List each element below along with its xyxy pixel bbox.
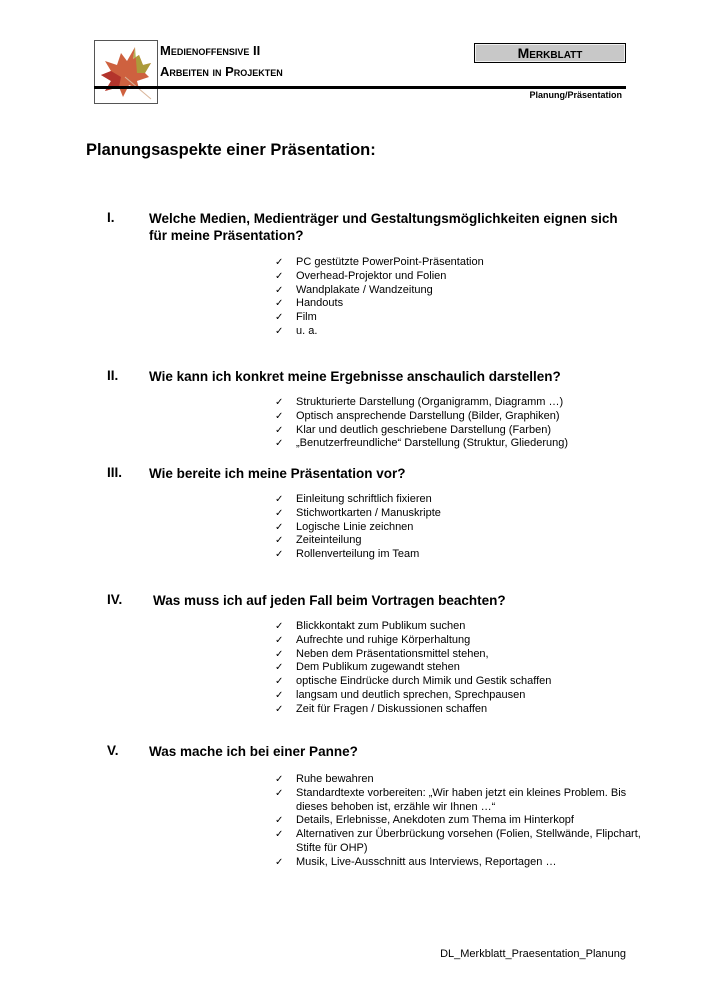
list-item [272, 297, 652, 311]
list-item [272, 507, 652, 521]
checkmark-icon: ✓ [275, 676, 284, 688]
checklist [272, 620, 652, 717]
checkmark-icon: ✓ [275, 270, 284, 282]
checkmark-icon: ✓ [275, 549, 284, 561]
list-item-text: Einleitung schriftlich fixieren [296, 493, 432, 505]
checkmark-icon: ✓ [275, 284, 284, 296]
list-item-text: optische Eindrücke durch Mimik und Gestik schaffen [296, 675, 552, 688]
list-item-text: Handouts [296, 297, 344, 310]
checklist [272, 493, 652, 562]
list-item [272, 396, 652, 410]
list-item [272, 703, 652, 717]
list-item [272, 548, 652, 562]
list-item-text: Optisch ansprechende Darstellung (Bilder, Graphiken) [296, 409, 560, 422]
section-number: I. [107, 210, 115, 225]
checkmark-icon: ✓ [275, 829, 284, 841]
checkmark-icon: ✓ [275, 662, 284, 674]
list-item [272, 689, 652, 703]
list-item [272, 437, 652, 451]
list-item-text: Rollenverteilung im Team [296, 548, 420, 561]
list-item-text: Standardtexte vorbereiten: „Wir haben jetzt ein kleines Problem. Bis dieses behoben ist, erzähle wir Ihnen …“ [296, 786, 627, 813]
list-item-text: Strukturierte Darstellung (Organigramm, Diagramm …) [296, 396, 564, 408]
checkmark-icon: ✓ [275, 621, 284, 632]
checkmark-icon: ✓ [275, 774, 284, 785]
section-question: Was muss ich auf jeden Fall beim Vortragen beachten? [153, 593, 506, 608]
list-item-text: Overhead-Projektor und Folien [296, 269, 447, 282]
list-item [272, 787, 652, 815]
checkmark-icon: ✓ [275, 815, 284, 827]
list-item-text: Klar und deutlich geschriebene Darstellung (Farben) [296, 423, 551, 436]
list-item [272, 534, 652, 548]
checkmark-icon: ✓ [275, 397, 284, 408]
list-item-text: Ruhe bewahren [296, 773, 374, 785]
list-item [272, 493, 652, 507]
checkmark-icon: ✓ [275, 689, 284, 701]
list-item-text: PC gestützte PowerPoint-Präsentation [296, 256, 484, 268]
list-item [272, 284, 652, 298]
list-item-text: langsam und deutlich sprechen, Sprechpausen [296, 688, 526, 701]
list-item-text: Stichwortkarten / Manuskripte [296, 506, 441, 519]
section-number: V. [107, 743, 119, 758]
list-item [272, 648, 652, 662]
checkmark-icon: ✓ [275, 521, 284, 533]
list-item [272, 325, 652, 339]
list-item-text: Details, Erlebnisse, Anekdoten zum Thema im Hinterkopf [296, 814, 574, 827]
list-item [272, 856, 652, 870]
checkmark-icon: ✓ [275, 325, 284, 337]
list-item-text: Zeiteinteilung [296, 534, 362, 547]
maple-leaf-icon [94, 40, 158, 104]
page-title: Planungsaspekte einer Präsentation: [86, 141, 376, 159]
checkmark-icon: ✓ [275, 257, 284, 268]
section-number: III. [107, 465, 123, 480]
checkmark-icon: ✓ [275, 535, 284, 547]
checkmark-icon: ✓ [275, 507, 284, 519]
brand-line-2: Arbeiten in Projekten [160, 64, 283, 79]
checklist [272, 396, 652, 451]
list-item [272, 256, 652, 270]
list-item-text: Film [296, 311, 317, 324]
checkmark-icon: ✓ [275, 787, 284, 799]
checkmark-icon: ✓ [275, 410, 284, 422]
list-item [272, 773, 652, 787]
checkmark-icon: ✓ [275, 648, 284, 660]
list-item [272, 410, 652, 424]
checkmark-icon: ✓ [275, 494, 284, 505]
section-question: Wie kann ich konkret meine Ergebnisse anschaulich darstellen? [149, 369, 561, 384]
checkmark-icon: ✓ [275, 312, 284, 324]
section-number: II. [107, 368, 119, 383]
list-item-text: Aufrechte und ruhige Körperhaltung [296, 633, 471, 646]
list-item [272, 311, 652, 325]
checkmark-icon: ✓ [275, 424, 284, 436]
list-item [272, 270, 652, 284]
brand-line-1: Medienoffensive II [160, 43, 261, 58]
list-item-text: Blickkontakt zum Publikum suchen [296, 620, 466, 632]
merkblatt-badge: Merkblatt [474, 43, 626, 63]
list-item [272, 661, 652, 675]
list-item-text: Alternativen zur Überbrückung vorsehen (Folien, Stellwände, Flipchart, Stifte für OHP) [296, 828, 641, 854]
list-item-text: Wandplakate / Wandzeitung [296, 283, 433, 296]
checkmark-icon: ✓ [275, 703, 284, 715]
list-item [272, 828, 652, 856]
list-item [272, 424, 652, 438]
footer-filename: DL_Merkblatt_Praesentation_Planung [440, 948, 626, 960]
header-rule [94, 86, 626, 89]
list-item-text: u. a. [296, 324, 318, 337]
checkmark-icon: ✓ [275, 298, 284, 310]
list-item [272, 634, 652, 648]
list-item [272, 675, 652, 689]
checkmark-icon: ✓ [275, 856, 284, 868]
list-item-text: Zeit für Fragen / Diskussionen schaffen [296, 702, 488, 715]
subtopic-label: Planung/Präsentation [529, 90, 622, 100]
list-item [272, 814, 652, 828]
section-number: IV. [107, 592, 123, 607]
list-item [272, 521, 652, 535]
section-question: Wie bereite ich meine Präsentation vor? [149, 466, 406, 481]
section-question: Was mache ich bei einer Panne? [149, 744, 358, 759]
checklist [272, 256, 652, 339]
list-item-text: Musik, Live-Ausschnitt aus Interviews, Reportagen … [296, 855, 557, 868]
checklist [272, 773, 652, 870]
checkmark-icon: ✓ [275, 438, 284, 450]
section-question: Welche Medien, Medienträger und Gestaltungsmöglichkeiten eignen sich für meine Präsentation? [149, 211, 618, 243]
list-item-text: Logische Linie zeichnen [296, 520, 414, 533]
list-item-text: Neben dem Präsentationsmittel stehen, [296, 647, 489, 660]
list-item-text: „Benutzerfreundliche“ Darstellung (Struktur, Gliederung) [296, 437, 569, 450]
checkmark-icon: ✓ [275, 634, 284, 646]
list-item-text: Dem Publikum zugewandt stehen [296, 661, 460, 674]
list-item [272, 620, 652, 634]
